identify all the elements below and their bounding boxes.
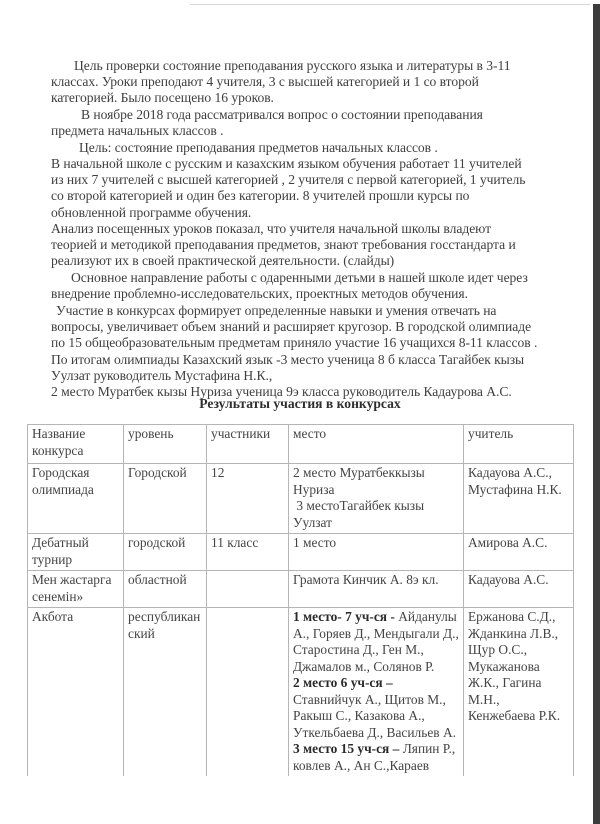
cell-participants: 11 класс [207, 534, 289, 571]
cell-name: Акбота [28, 608, 124, 822]
cell-teacher: Амирова А.С. [464, 534, 574, 571]
text-line: Уулзат руководитель Мустафина Н.К., [51, 367, 273, 383]
text-line: В начальной школе с русским и казахским языком обучения работает 11 учителей [51, 156, 522, 171]
text-line: из них 7 учителей с высшей категорией , 2 учителя с первой категорией, 1 учитель [51, 172, 526, 188]
cell-place [289, 464, 464, 534]
text-line: по 15 общеобразовательным предметам приняло участие 16 учащихся 8-11 классов . [51, 335, 538, 351]
text-line: 2 место Муратбек кызы Нуриза ученица 9э класса руководитель Кадаурова А.С. [51, 384, 512, 400]
header-cell-name: Название конкурса [28, 425, 124, 464]
cell-name: Городская олимпиада [28, 464, 124, 534]
page-bottom-margin [0, 776, 593, 824]
cell-name: Мен жастарга сенемін» [28, 571, 124, 608]
cell-participants [207, 571, 289, 608]
place-line: 2 место Муратбеккызы Нуриза [293, 465, 425, 497]
paragraph-lesson-analysis [51, 221, 571, 270]
text-line: Цель проверки состояние преподавания русского языка и литературы в 3-11 [74, 58, 511, 73]
cell-participants: 12 [207, 464, 289, 534]
place-heading: 1 место- 7 уч-ся - [293, 609, 395, 624]
table-row [28, 464, 574, 534]
paragraph-goal [51, 140, 571, 156]
scan-artifact-top-line [190, 4, 590, 5]
header-cell-place: место [289, 425, 464, 464]
text-line: Цель: состояние преподавания предметов начальных классов . [79, 140, 438, 155]
cell-place: Грамота Кинчик А. 8э кл. [289, 571, 464, 608]
paragraph-competitions [51, 303, 571, 400]
text-line: классах. Уроки преподают 4 учителя, 3 с высшей категорией и 1 со второй [51, 74, 479, 90]
place-names: Ставнийчук А., Щитов М., Ракыш С., Казакова А., Уткельбаева Д., Васильев А. [293, 691, 456, 740]
place-names: Айданулы А., Горяев Д., Мендыгали Д., Старостина Д., Ген М., Джамалов м., Солянов Р. [293, 609, 459, 674]
cell-level: областной [124, 571, 207, 608]
text-line: Анализ посещенных уроков показал, что учителя начальной школы владеют [51, 221, 491, 236]
text-line: внедрение проблемно-исследовательских, проектных методов обучения. [51, 286, 468, 302]
text-line: обновленной программе обучения. [51, 204, 252, 220]
paragraph-gifted-children [51, 270, 571, 302]
text-line: Основное направление работы с одаренными детьми в нашей школе идет через [71, 270, 528, 285]
text-line: вопросы, увеличивает объем знаний и расширяет кругозор. В городской олимпиаде [51, 319, 532, 335]
results-table [27, 424, 574, 822]
place-heading: 3 место 15 уч-ся – [293, 741, 400, 756]
header-cell-level: уровень [124, 425, 207, 464]
cell-name: Дебатный турнир [28, 534, 124, 571]
cell-place: 1 место [289, 534, 464, 571]
table-row [28, 534, 574, 571]
scan-artifact-right-edge [593, 4, 600, 824]
text-line: Участие в конкурсах формирует определенные навыки и умения отвечать на [56, 303, 497, 318]
cell-level: Городской [124, 464, 207, 534]
place-line: 3 местоТагайбек кызы Уулзат [293, 498, 428, 530]
cell-teacher: Кадауова А.С., Мустафина Н.К. [464, 464, 574, 534]
text-line: реализуют их в своей практической деятельности. (слайды) [51, 253, 395, 269]
text-line: категорией. Было посещено 16 уроков. [51, 90, 274, 106]
table-header-row [28, 425, 574, 464]
text-line: теорией и методикой преподавания предметов, знают требования госстандарта и [51, 237, 516, 253]
place-names: Ляпин Р., ковлев А., Ан С.,Караев [293, 741, 456, 773]
text-line: со второй категорией и один без категории. 8 учителей прошли курсы по [51, 188, 470, 204]
cell-teacher: Кадауова А.С. [464, 571, 574, 608]
header-cell-teacher: учитель [464, 425, 574, 464]
cell-teacher: Ержанова С.Д., Жданкина Л.В., Щур О.С., Мукажанова Ж.К., Гагина М.Н., Кенжебаева Р.К. [464, 608, 574, 822]
place-heading: 2 место 6 уч-ся – [293, 675, 393, 690]
text-line: предмета начальных классов . [51, 123, 224, 139]
text-line: В ноябре 2018 года рассматривался вопрос о состоянии преподавания [81, 107, 483, 122]
header-cell-participants: участники [207, 425, 289, 464]
table-title: Результаты участия в конкурсах [199, 396, 401, 411]
cell-level: республиканский [124, 608, 207, 822]
cell-level: городской [124, 534, 207, 571]
paragraph-november-review [51, 107, 571, 139]
paragraph-primary-school [51, 156, 571, 221]
table-row [28, 571, 574, 608]
paragraph-russian-check [51, 58, 571, 107]
text-line: По итогам олимпиады Казахский язык -3 место ученица 8 б класса Тагайбек кызы [51, 351, 525, 367]
